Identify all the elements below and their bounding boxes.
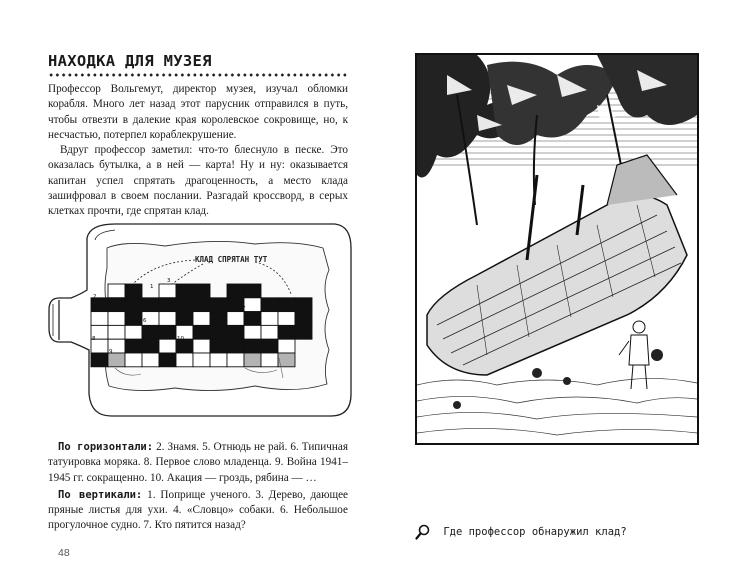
crossword-cell <box>244 298 261 312</box>
crossword-clues <box>48 440 348 534</box>
vertical-clues <box>48 488 348 534</box>
clue-number-3: 3 <box>167 278 171 284</box>
crossword-cell <box>278 325 295 339</box>
crossword-cell <box>227 284 244 298</box>
crossword-cell <box>261 298 278 312</box>
crossword-cell <box>278 298 295 312</box>
bottle-crossword-illustration <box>45 218 355 423</box>
crossword-cell <box>176 312 193 326</box>
question-text: Где профессор обнаружил клад? <box>443 526 627 538</box>
crossword-cell <box>91 353 108 367</box>
crossword-cell <box>91 312 108 326</box>
crossword-cell <box>108 325 125 339</box>
crossword-cell <box>108 284 125 298</box>
intro-paragraph-1: Профессор Вольгемут, директор музея, изучал обломки корабля. Много лет назад этот парусник отправился в путь, чтобы отвезти в далекие края королевское сокровище, но, к несчастью, потерпел кораблекрушение. <box>48 83 348 141</box>
crossword-cell <box>193 325 210 339</box>
crossword-cell <box>295 298 312 312</box>
crossword-cell <box>261 353 278 367</box>
crossword-cell <box>159 284 176 298</box>
crossword-cell <box>227 312 244 326</box>
crossword-cell <box>295 325 312 339</box>
crossword-cell <box>193 353 210 367</box>
crossword-cell <box>159 339 176 353</box>
crossword-cell <box>278 312 295 326</box>
intro-paragraph-2: Вдруг профессор заметил: что-то блеснуло в песке. Это оказалась бутылка, а в ней — карта! Ну и ну: оказывается капитан успел спрятать драгоценность, а место клада зашифровал в своем послании. Разгадай кроссворд, в серых клетках прочти, где спрятан клад. <box>48 144 348 218</box>
crossword-cell <box>227 325 244 339</box>
right-page <box>375 0 750 569</box>
crossword-cell <box>125 353 142 367</box>
crossword-cell <box>244 325 261 339</box>
crossword-cell <box>125 312 142 326</box>
crossword-cell <box>108 312 125 326</box>
page-title: НАХОДКА ДЛЯ МУЗЕЯ <box>48 52 212 70</box>
crossword-cell <box>261 325 278 339</box>
crossword-cell <box>227 353 244 367</box>
crossword-cell <box>108 298 125 312</box>
crossword-cell <box>159 298 176 312</box>
crossword-cell <box>210 339 227 353</box>
dotted-divider <box>48 73 348 77</box>
crossword-cell <box>142 353 159 367</box>
clue-number-6: 6 <box>143 318 147 324</box>
crossword-cell <box>261 339 278 353</box>
magnifier-icon <box>415 524 431 540</box>
horizontal-heading: По горизонтали: <box>58 441 154 453</box>
ship-hull <box>427 155 687 375</box>
crossword-cell <box>142 298 159 312</box>
crossword-cell <box>210 298 227 312</box>
page-number: 48 <box>58 547 70 559</box>
crossword-cell <box>142 325 159 339</box>
crossword-cell <box>125 298 142 312</box>
crossword-cell <box>244 312 261 326</box>
crossword-cell <box>278 339 295 353</box>
vertical-heading: По вертикали: <box>58 488 143 501</box>
crossword-cell <box>261 312 278 326</box>
crossword-cell <box>108 353 125 367</box>
horizontal-clues <box>48 440 348 486</box>
crossword-cell <box>193 312 210 326</box>
clue-number-5: 5 <box>92 307 96 313</box>
crossword-cell <box>210 325 227 339</box>
crossword-cell <box>295 312 312 326</box>
crossword-cell <box>210 353 227 367</box>
crossword-cell <box>244 339 261 353</box>
crossword-cell <box>210 312 227 326</box>
crossword-cell <box>176 284 193 298</box>
clue-number-10: 10 <box>177 336 184 342</box>
clue-number-2: 2 <box>93 294 97 300</box>
shipwreck-illustration <box>415 53 699 445</box>
shipwreck-drawing <box>417 55 697 443</box>
crossword-cell <box>176 298 193 312</box>
question-row <box>415 524 715 540</box>
crossword-cell <box>159 353 176 367</box>
clue-number-8: 8 <box>92 336 96 342</box>
crossword-cell <box>244 284 261 298</box>
crossword-cell <box>227 339 244 353</box>
crossword-cell <box>125 339 142 353</box>
intro-text <box>48 82 348 220</box>
crossword-cell <box>142 339 159 353</box>
map-label: КЛАД СПРЯТАН ТУТ <box>195 255 268 264</box>
crossword-cell <box>176 353 193 367</box>
horizontal-text: 2. Знамя. 5. Отнюдь не рай. 6. Типичная татуировка моряка. 8. Первое слово младенца. 9. Война 1941–1945 гг. сокращенно. 10. Акация — гроздь, рябина — … <box>48 441 348 484</box>
crossword-cell <box>193 339 210 353</box>
clue-number-7: 7 <box>242 306 246 312</box>
crossword-cell <box>125 325 142 339</box>
clue-number-9: 9 <box>109 349 113 355</box>
crossword-cell <box>244 353 261 367</box>
crossword-cell <box>125 284 142 298</box>
clue-number-4: 4 <box>201 294 205 300</box>
clue-number-1: 1 <box>150 284 154 290</box>
crossword-cell <box>159 312 176 326</box>
crossword-cell <box>159 325 176 339</box>
vertical-text: 1. Поприще ученого. 3. Дерево, дающее пряные листья для ухи. 4. «Словцо» собаки. 6. Небольшое прогулочное судно. 7. Кто пятится назад? <box>48 488 349 532</box>
